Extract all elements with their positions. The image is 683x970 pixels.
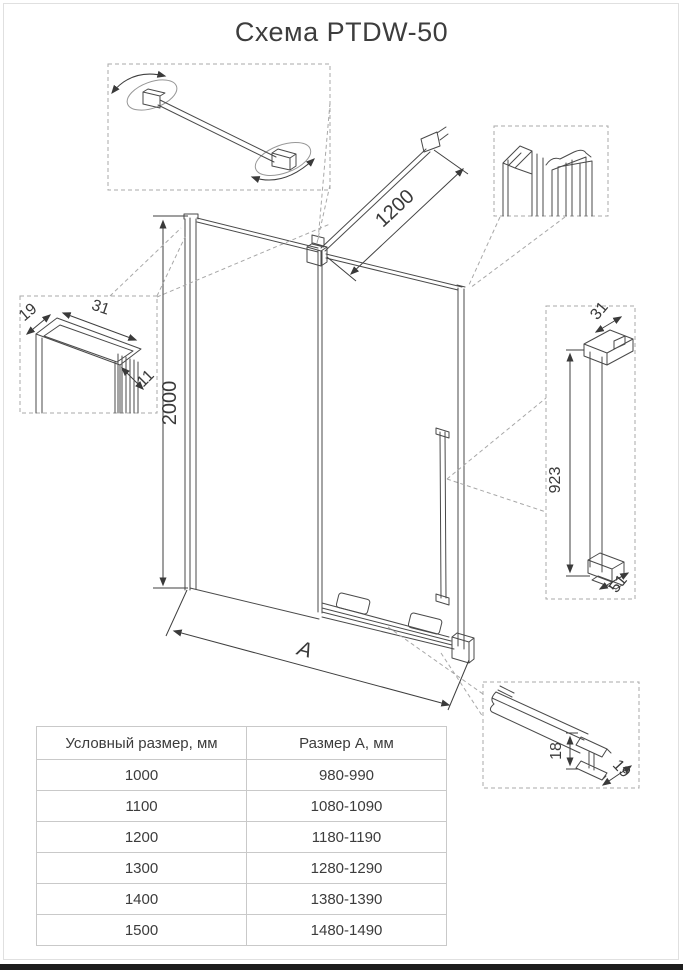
detail-top-profile xyxy=(468,126,608,288)
col-header-size-a: Размер А, мм xyxy=(247,727,447,760)
dim-label-51: 51 xyxy=(606,571,631,597)
rotation-arrow xyxy=(112,74,165,93)
cell-nominal: 1200 xyxy=(37,822,247,853)
dimension-panel-height xyxy=(153,216,188,588)
cell-size-a: 980-990 xyxy=(247,760,447,791)
glass-hatching xyxy=(118,354,138,413)
dim-label-923: 923 xyxy=(547,466,564,494)
dim-label-31: 31 xyxy=(89,296,112,319)
cell-nominal: 1000 xyxy=(37,760,247,791)
detail-support-bar-rotation xyxy=(108,64,330,243)
table-row xyxy=(37,822,447,853)
size-table-header-row xyxy=(37,727,447,760)
table-row xyxy=(37,791,447,822)
dim-label-A: A xyxy=(294,636,315,663)
table-row xyxy=(37,915,447,946)
cell-nominal: 1400 xyxy=(37,884,247,915)
support-bar xyxy=(307,127,448,266)
table-row xyxy=(37,853,447,884)
door-handle xyxy=(436,428,449,605)
table-row xyxy=(37,760,447,791)
roller-block xyxy=(336,592,371,614)
cell-nominal: 1100 xyxy=(37,791,247,822)
dim-label-handle-31: 31 xyxy=(587,298,612,324)
cell-size-a: 1280-1290 xyxy=(247,853,447,884)
size-table xyxy=(36,726,447,946)
dim-label-1200: 1200 xyxy=(371,185,419,232)
page-title: Схема PTDW-50 xyxy=(234,17,449,47)
cell-nominal: 1300 xyxy=(37,853,247,884)
sliding-door-panel xyxy=(326,254,465,649)
bottom-rail xyxy=(322,592,474,663)
cell-size-a: 1080-1090 xyxy=(247,791,447,822)
cell-size-a: 1180-1190 xyxy=(247,822,447,853)
dim-label-rail-19: 19 xyxy=(609,756,634,782)
cell-nominal: 1500 xyxy=(37,915,247,946)
window-bottom-edge xyxy=(0,964,683,970)
dim-label-19: 19 xyxy=(15,300,41,325)
dim-label-11: 11 xyxy=(133,366,158,391)
dim-label-2000: 2000 xyxy=(159,380,181,426)
dim-label-18: 18 xyxy=(548,742,565,760)
cell-size-a: 1480-1490 xyxy=(247,915,447,946)
table-row xyxy=(37,884,447,915)
cell-size-a: 1380-1390 xyxy=(247,884,447,915)
detail-handle xyxy=(447,299,635,599)
col-header-nominal-size: Условный размер, мм xyxy=(37,727,247,760)
fixed-glass-panel xyxy=(184,214,322,619)
dimension-bar-length xyxy=(327,150,468,281)
